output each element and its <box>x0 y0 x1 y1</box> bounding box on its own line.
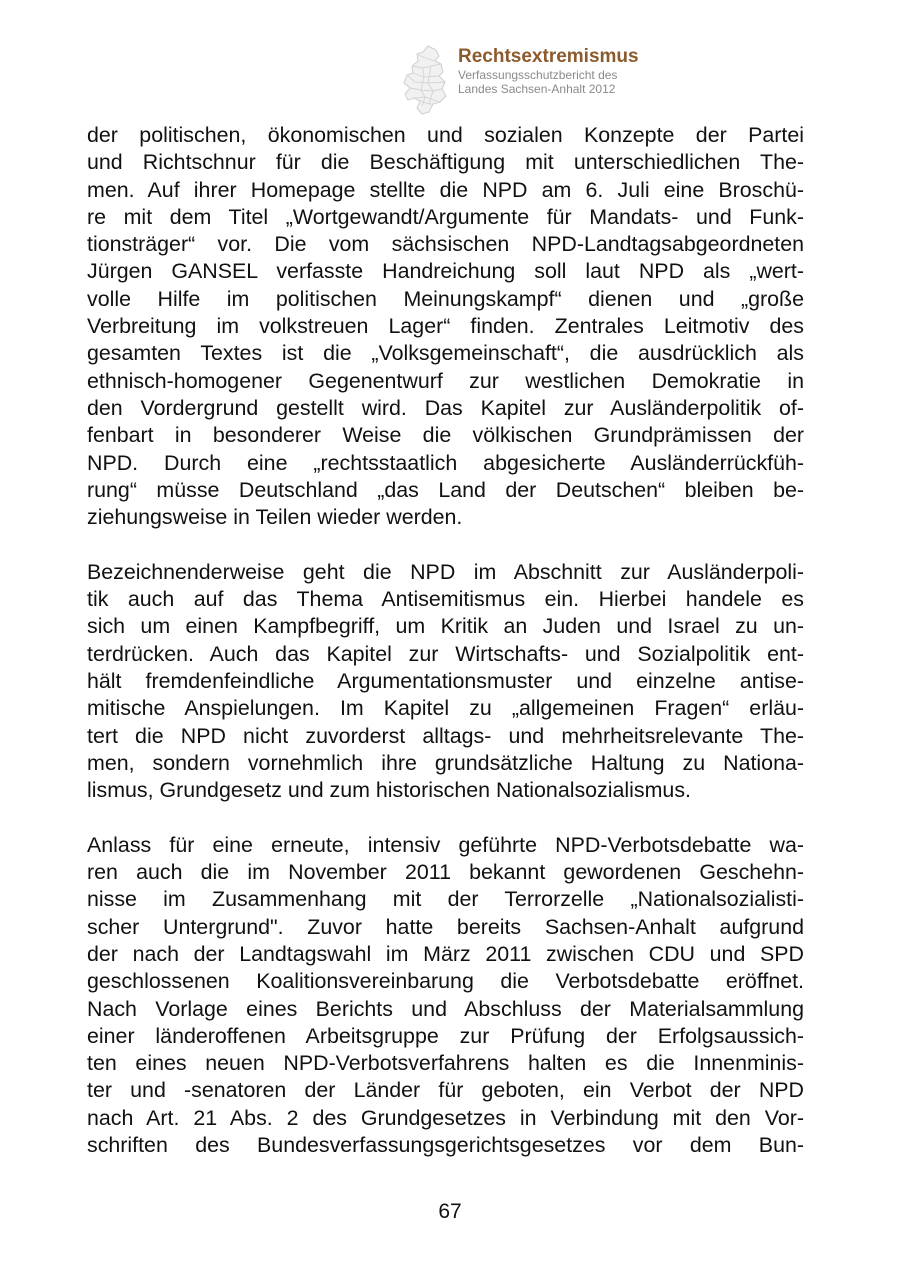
body-text <box>87 122 804 1159</box>
text-line: Anlass für eine erneute, intensiv geführte NPD-Verbotsdebatte wa- <box>87 832 804 857</box>
text-line: rung“ müsse Deutschland „das Land der Deutschen“ bleiben be- <box>87 477 804 502</box>
header-title: Rechtsextremismus <box>458 46 639 67</box>
text-line: und Richtschnur für die Beschäftigung mit unterschiedlichen The- <box>87 150 804 175</box>
text-line: ren auch die im November 2011 bekannt gewordenen Geschehn- <box>87 860 804 885</box>
text-line: schriften des Bundesverfassungsgerichtsgesetzes vor dem Bun- <box>87 1132 804 1157</box>
text-line: mitische Anspielungen. Im Kapitel zu „allgemeinen Fragen“ erläu- <box>87 696 804 721</box>
text-line: re mit dem Titel „Wortgewandt/Argumente für Mandats- und Funk- <box>87 204 804 229</box>
paragraph-3 <box>87 832 804 1160</box>
text-line: Nach Vorlage eines Berichts und Abschluss der Materialsammlung <box>87 996 804 1021</box>
text-line: NPD. Durch eine „rechtsstaatlich abgesicherte Ausländerrückfüh- <box>87 450 804 475</box>
text-line: terdrücken. Auch das Kapitel zur Wirtschafts- und Sozialpolitik ent- <box>87 641 804 666</box>
text-line: ethnisch-homogener Gegenentwurf zur westlichen Demokratie in <box>87 368 804 393</box>
text-line: Verbreitung im volkstreuen Lager“ finden. Zentrales Leitmotiv des <box>87 314 804 339</box>
page-header <box>398 44 858 116</box>
text-line: scher Untergrund". Zuvor hatte bereits Sachsen-Anhalt aufgrund <box>87 914 804 939</box>
paragraph-spacer <box>87 531 804 558</box>
text-line: nisse im Zusammenhang mit der Terrorzelle „Nationalsozialisti- <box>87 887 804 912</box>
text-line: Jürgen GANSEL verfasste Handreichung soll laut NPD als „wert- <box>87 259 804 284</box>
paragraph-2 <box>87 559 804 805</box>
header-text-block <box>458 46 639 96</box>
paragraph-spacer <box>87 804 804 831</box>
text-line: geschlossenen Koalitionsvereinbarung die Verbotsdebatte eröffnet. <box>87 969 804 994</box>
page-number: 67 <box>438 1200 462 1223</box>
text-line: nach Art. 21 Abs. 2 des Grundgesetzes in Verbindung mit den Vor- <box>87 1105 804 1130</box>
text-line: einer länderoffenen Arbeitsgruppe zur Prüfung der Erfolgsaussich- <box>87 1023 804 1048</box>
text-line: fenbart in besonderer Weise die völkischen Grundprämissen der <box>87 423 804 448</box>
text-line: ten eines neuen NPD-Verbotsverfahrens halten es die Innenminis- <box>87 1051 804 1076</box>
text-line: tert die NPD nicht zuvorderst alltags- und mehrheitsrelevante The- <box>87 723 804 748</box>
text-line: tik auch auf das Thema Antisemitismus ein. Hierbei handele es <box>87 587 804 612</box>
saxony-anhalt-map-icon <box>398 44 458 116</box>
text-line: Bezeichnenderweise geht die NPD im Abschnitt zur Ausländerpoli- <box>87 559 804 584</box>
text-line: der politischen, ökonomischen und sozialen Konzepte der Partei <box>87 123 804 147</box>
text-line: lismus, Grundgesetz und zum historischen Nationalsozialismus. <box>87 778 691 803</box>
text-line: ter und -senatoren der Länder für geboten, ein Verbot der NPD <box>87 1078 804 1103</box>
text-line: men. Auf ihrer Homepage stellte die NPD am 6. Juli eine Broschü- <box>87 177 804 202</box>
text-line: ziehungsweise in Teilen wieder werden. <box>87 505 463 530</box>
text-line: men, sondern vornehmlich ihre grundsätzliche Haltung zu Nationa- <box>87 750 804 775</box>
paragraph-1 <box>87 122 804 531</box>
text-line: sich um einen Kampfbegriff, um Kritik an Juden und Israel zu un- <box>87 614 804 639</box>
text-line: tionsträger“ vor. Die vom sächsischen NPD-Landtagsabgeordneten <box>87 232 804 257</box>
text-line: volle Hilfe im politischen Meinungskampf“ dienen und „große <box>87 286 804 311</box>
text-line: hält fremdenfeindliche Argumentationsmuster und einzelne antise- <box>87 668 804 693</box>
header-subtitle-line-1: Verfassungsschutzbericht des <box>458 68 618 82</box>
text-line: den Vordergrund gestellt wird. Das Kapitel zur Ausländerpolitik of- <box>87 395 804 420</box>
text-line: der nach der Landtagswahl im März 2011 zwischen CDU und SPD <box>87 941 804 966</box>
text-line: gesamten Textes ist die „Volksgemeinschaft“, die ausdrücklich als <box>87 341 804 366</box>
header-subtitle-line-2: Landes Sachsen-Anhalt 2012 <box>458 82 616 96</box>
